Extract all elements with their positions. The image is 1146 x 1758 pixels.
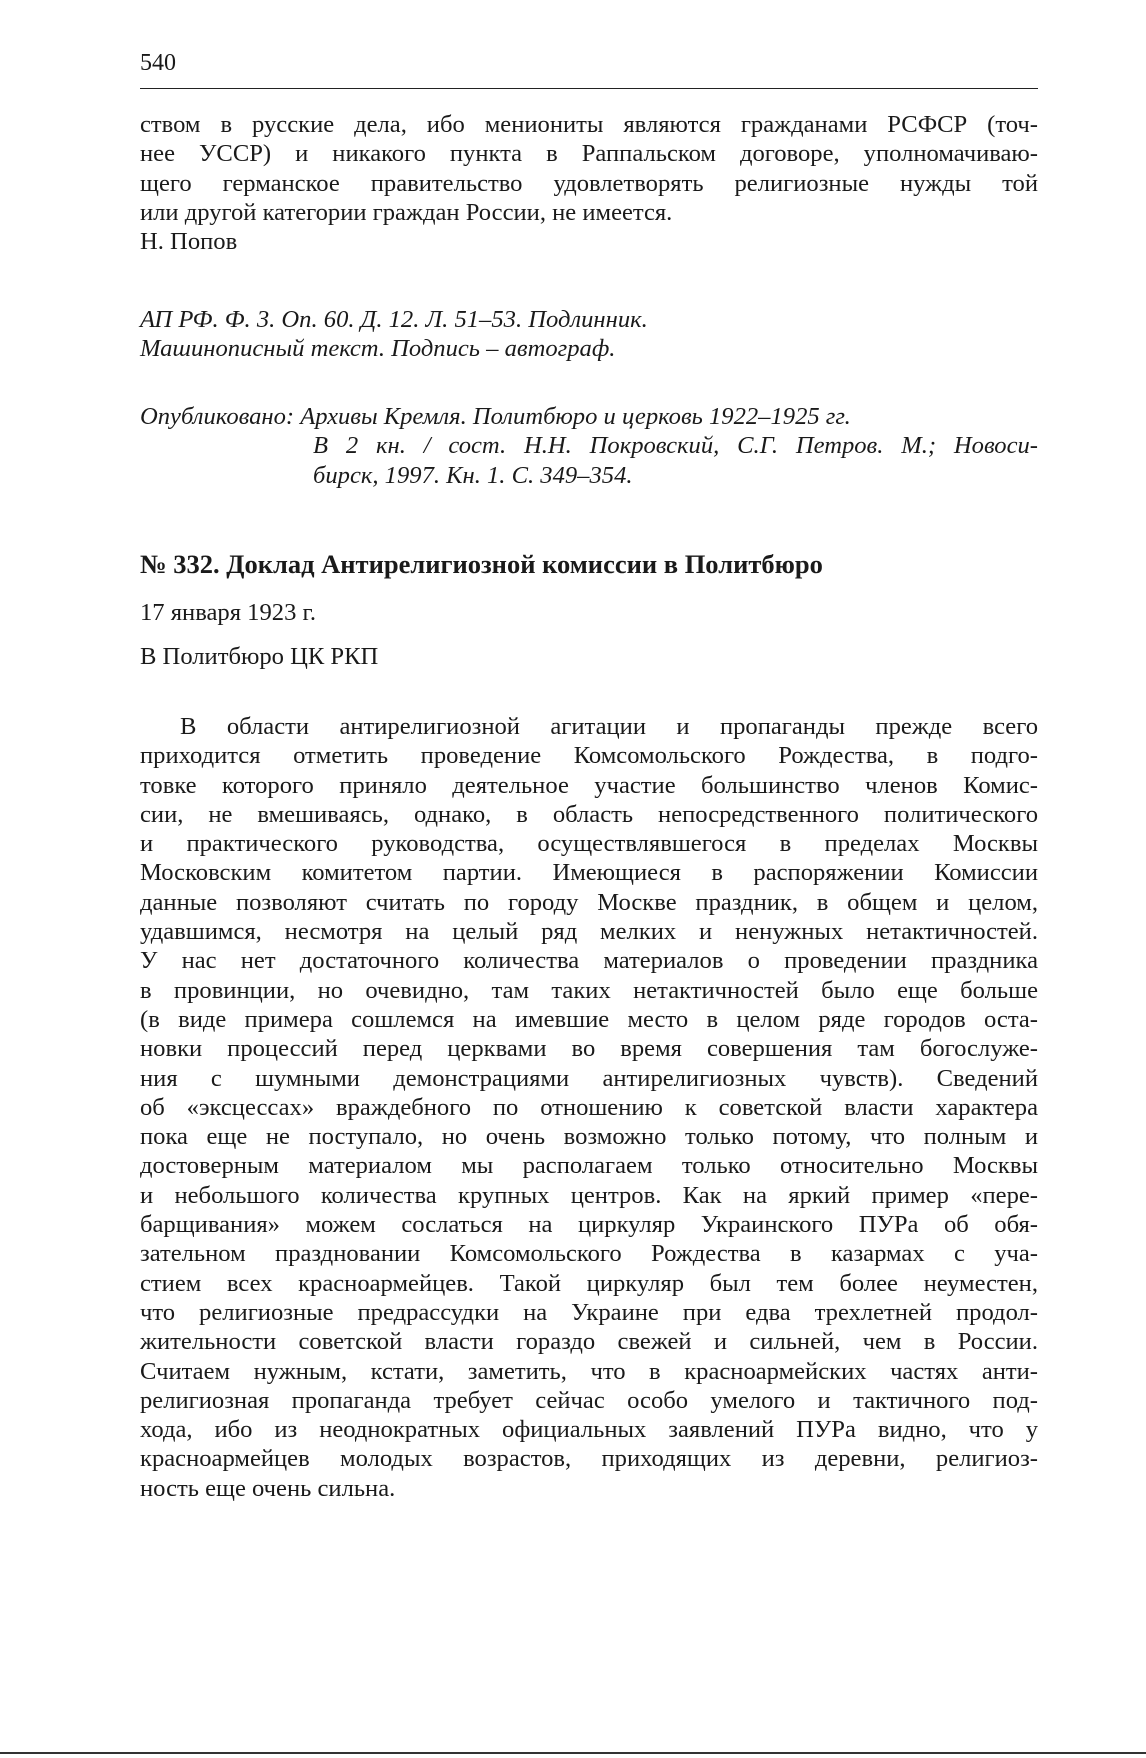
body-line: сии, не вмешиваясь, однако, в область непосредственного политического	[140, 800, 1038, 828]
body-line: барщивания» можем сослаться на циркуляр Украинского ПУРа об обя-	[140, 1211, 1038, 1239]
publication-label: Опубликовано:	[140, 403, 295, 430]
body-line: в провинции, но очевидно, там таких нетактичностей было еще больше	[140, 976, 1038, 1004]
body-line: хода, ибо из неоднократных официальных заявлений ПУРа видно, что у	[140, 1416, 1038, 1444]
body-line: Считаем нужным, кстати, заметить, что в красноармейских частях анти-	[140, 1357, 1038, 1385]
body-line: удавшимся, несмотря на целый ряд мелких и ненужных нетактичностей.	[140, 918, 1038, 946]
publication-line: Опубликовано: Архивы Кремля. Политбюро и церковь 1922–1925 гг.	[140, 403, 851, 430]
body-line: религиозная пропаганда требует сейчас особо умелого и тактичного под-	[140, 1386, 1038, 1414]
body-line: и небольшого количества крупных центров. Как на яркий пример «пере-	[140, 1181, 1038, 1209]
text-line: щего германское правительство удовлетворять религиозные нужды той	[140, 169, 1038, 197]
body-line: товке которого приняло деятельное участие большинство членов Комис-	[140, 771, 1038, 799]
archive-line: АП РФ. Ф. 3. Оп. 60. Д. 12. Л. 51–53. Подлинник.	[140, 306, 648, 333]
body-line: В области антирелигиозной агитации и пропаганды прежде всего	[180, 713, 1038, 740]
publication-reference	[140, 402, 1038, 490]
document-heading: № 332. Доклад Антирелигиозной комиссии в Политбюро	[140, 549, 823, 579]
text-line: или другой категории граждан России, не имеется.	[140, 198, 673, 226]
body-line: достоверным материалом мы располагаем только относительно Москвы	[140, 1152, 1038, 1180]
document-addressee: В Политбюро ЦК РКП	[140, 643, 379, 671]
signature: Н. Попов	[140, 228, 238, 256]
document-body	[140, 712, 1038, 1503]
body-line: данные позволяют считать по городу Москве праздник, в общем и целом,	[140, 888, 1038, 916]
body-line: ния с шумными демонстрациями антирелигиозных чувств). Сведений	[140, 1064, 1038, 1092]
body-line: У нас нет достаточного количества материалов о проведении праздника	[140, 947, 1038, 975]
publication-continuation	[140, 431, 1038, 490]
document-meta	[140, 598, 1038, 672]
body-line: и практического руководства, осуществлявшегося в пределах Москвы	[140, 830, 1038, 858]
body-line: новки процессий перед церквами во время совершения там богослуже-	[140, 1035, 1038, 1063]
header-rule	[140, 88, 1038, 89]
archive-reference	[140, 305, 1038, 364]
body-line: стием всех красноармейцев. Такой циркуляр был тем более неуместен,	[140, 1269, 1038, 1297]
archive-line: Машинописный текст. Подпись – автограф.	[140, 335, 616, 363]
page-number: 540	[140, 50, 176, 76]
publication-line: бирск, 1997. Кн. 1. С. 349–354.	[313, 461, 633, 489]
body-line: зательном праздновании Комсомольского Рождества в казармах с уча-	[140, 1240, 1038, 1268]
previous-letter-ending	[140, 110, 1038, 256]
document-date: 17 января 1923 г.	[140, 599, 316, 626]
body-line: (в виде примера сошлемся на имевшие место в целом ряде городов оста-	[140, 1005, 1038, 1033]
body-line: красноармейцев молодых возрастов, приходящих из деревни, религиоз-	[140, 1445, 1038, 1473]
text-line: ством в русские дела, ибо мениониты являются гражданами РСФСР (точ-	[140, 111, 1038, 138]
body-line: ность еще очень сильна.	[140, 1474, 396, 1502]
body-line: приходится отметить проведение Комсомольского Рождества, в подго-	[140, 742, 1038, 770]
footer-rule	[0, 1752, 1146, 1754]
publication-line: В 2 кн. / сост. Н.Н. Покровский, С.Г. Петров. М.; Новоси-	[313, 432, 1038, 460]
body-line: что религиозные предрассудки на Украине при едва трехлетней продол-	[140, 1298, 1038, 1326]
body-line: пока еще не поступало, но очень возможно только потому, что полным и	[140, 1123, 1038, 1151]
body-line: об «эксцессах» враждебного по отношению к советской власти характера	[140, 1093, 1038, 1121]
body-line: Московским комитетом партии. Имеющиеся в распоряжении Комиссии	[140, 859, 1038, 887]
body-line: жительности советской власти гораздо свежей и сильней, чем в России.	[140, 1328, 1038, 1356]
text-line: нее УССР) и никакого пункта в Раппальском договоре, уполномачиваю-	[140, 140, 1038, 168]
